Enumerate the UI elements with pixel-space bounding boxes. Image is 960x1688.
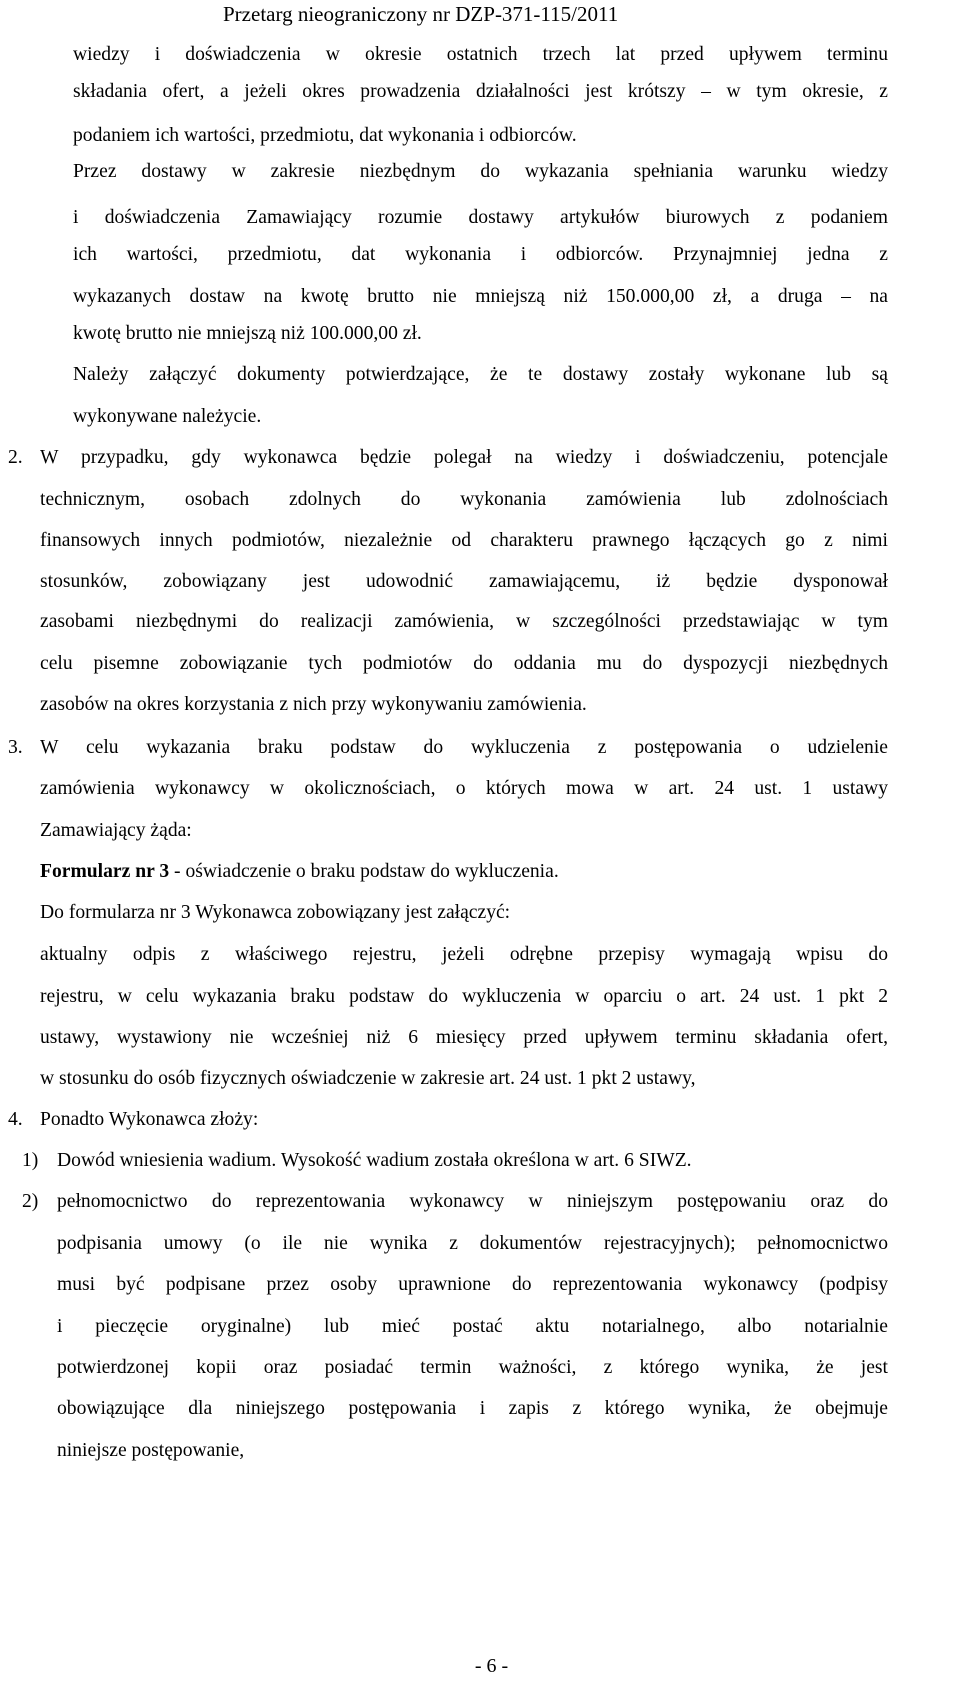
sub-item-2-line: niniejsze postępowanie, xyxy=(57,1440,245,1461)
form-3-description: - oświadczenie o braku podstaw do wykluczenia. xyxy=(169,861,559,882)
attachment-line: aktualny odpis z właściwego rejestru, jeżeli odrębne przepisy wymagają wpisu do xyxy=(40,944,888,965)
item-3-line: zamówienia wykonawcy w okolicznościach, o których mowa w art. 24 ust. 1 ustawy xyxy=(40,778,888,799)
item-4-number: 4. xyxy=(8,1109,23,1130)
item-2-line: stosunków, zobowiązany jest udowodnić zamawiającemu, iż będzie dysponował xyxy=(40,571,888,592)
paragraph-line: Przez dostawy w zakresie niezbędnym do wykazania spełniania warunku wiedzy xyxy=(73,161,888,182)
form-3-line xyxy=(40,862,559,882)
sub-item-2-line: obowiązujące dla niniejszego postępowania i zapis z którego wynika, że obejmuje xyxy=(57,1398,888,1419)
attachment-line: rejestru, w celu wykazania braku podstaw do wykluczenia w oparciu o art. 24 ust. 1 pkt 2 xyxy=(40,986,888,1007)
paragraph-line: i doświadczenia Zamawiający rozumie dostawy artykułów biurowych z podaniem xyxy=(73,207,888,228)
paragraph-line: ich wartości, przedmiotu, dat wykonania i odbiorców. Przynajmniej jedna z xyxy=(73,244,888,265)
item-2-line: celu pisemne zobowiązanie tych podmiotów do oddania mu do dyspozycji niezbędnych xyxy=(40,653,888,674)
paragraph-line: składania ofert, a jeżeli okres prowadzenia działalności jest krótszy – w tym okresie, z xyxy=(73,81,888,102)
item-3-line: W celu wykazania braku podstaw do wykluczenia z postępowania o udzielenie xyxy=(40,737,888,758)
paragraph-line: wiedzy i doświadczenia w okresie ostatnich trzech lat przed upływem terminu xyxy=(73,44,888,65)
page-header: Przetarg nieograniczony nr DZP-371-115/2011 xyxy=(223,2,619,26)
attachment-line: ustawy, wystawiony nie wcześniej niż 6 miesięcy przed upływem terminu składania ofert, xyxy=(40,1027,888,1048)
sub-item-2-line: podpisania umowy (o ile nie wynika z dokumentów rejestracyjnych); pełnomocnictwo xyxy=(57,1233,888,1254)
item-3-line: Zamawiający żąda: xyxy=(40,820,192,841)
sub-item-1-text: Dowód wniesienia wadium. Wysokość wadium została określona w art. 6 SIWZ. xyxy=(57,1150,692,1171)
paragraph-line: Należy załączyć dokumenty potwierdzające, że te dostawy zostały wykonane lub są xyxy=(73,364,888,385)
item-2-line: zasobami niezbędnymi do realizacji zamówienia, w szczególności przedstawiając w tym xyxy=(40,611,888,632)
attachment-line: w stosunku do osób fizycznych oświadczenie w zakresie art. 24 ust. 1 pkt 2 ustawy, xyxy=(40,1068,696,1089)
item-2-number: 2. xyxy=(8,447,23,468)
sub-item-2-number: 2) xyxy=(22,1191,39,1212)
form-3-label: Formularz nr 3 xyxy=(40,861,170,882)
item-2-line: zasobów na okres korzystania z nich przy wykonywaniu zamówienia. xyxy=(40,694,587,715)
sub-item-2-line: potwierdzonej kopii oraz posiadać termin ważności, z którego wynika, że jest xyxy=(57,1357,888,1378)
page-number: - 6 - xyxy=(474,1655,509,1677)
paragraph-line: kwotę brutto nie mniejszą niż 100.000,00 zł. xyxy=(73,323,422,344)
item-2-line: W przypadku, gdy wykonawca będzie polegał na wiedzy i doświadczeniu, potencjale xyxy=(40,447,888,468)
sub-item-2-line: musi być podpisane przez osoby uprawnione do reprezentowania wykonawcy (podpisy xyxy=(57,1274,888,1295)
sub-item-2-line: i pieczęcie oryginalne) lub mieć postać aktu notarialnego, albo notarialnie xyxy=(57,1316,888,1337)
item-4-text: Ponadto Wykonawca złoży: xyxy=(40,1109,259,1130)
item-3-number: 3. xyxy=(8,737,23,758)
item-2-line: finansowych innych podmiotów, niezależnie od charakteru prawnego łączących go z nimi xyxy=(40,530,888,551)
sub-item-1-number: 1) xyxy=(22,1150,39,1171)
paragraph-line: podaniem ich wartości, przedmiotu, dat wykonania i odbiorców. xyxy=(73,125,577,146)
paragraph-line: wykonywane należycie. xyxy=(73,406,262,427)
item-2-line: technicznym, osobach zdolnych do wykonania zamówienia lub zdolnościach xyxy=(40,489,888,510)
paragraph-line: wykazanych dostaw na kwotę brutto nie mniejszą niż 150.000,00 zł, a druga – na xyxy=(73,286,888,307)
sub-item-2-line: pełnomocnictwo do reprezentowania wykonawcy w niniejszym postępowaniu oraz do xyxy=(57,1191,888,1212)
attachments-intro: Do formularza nr 3 Wykonawca zobowiązany jest załączyć: xyxy=(40,902,511,923)
